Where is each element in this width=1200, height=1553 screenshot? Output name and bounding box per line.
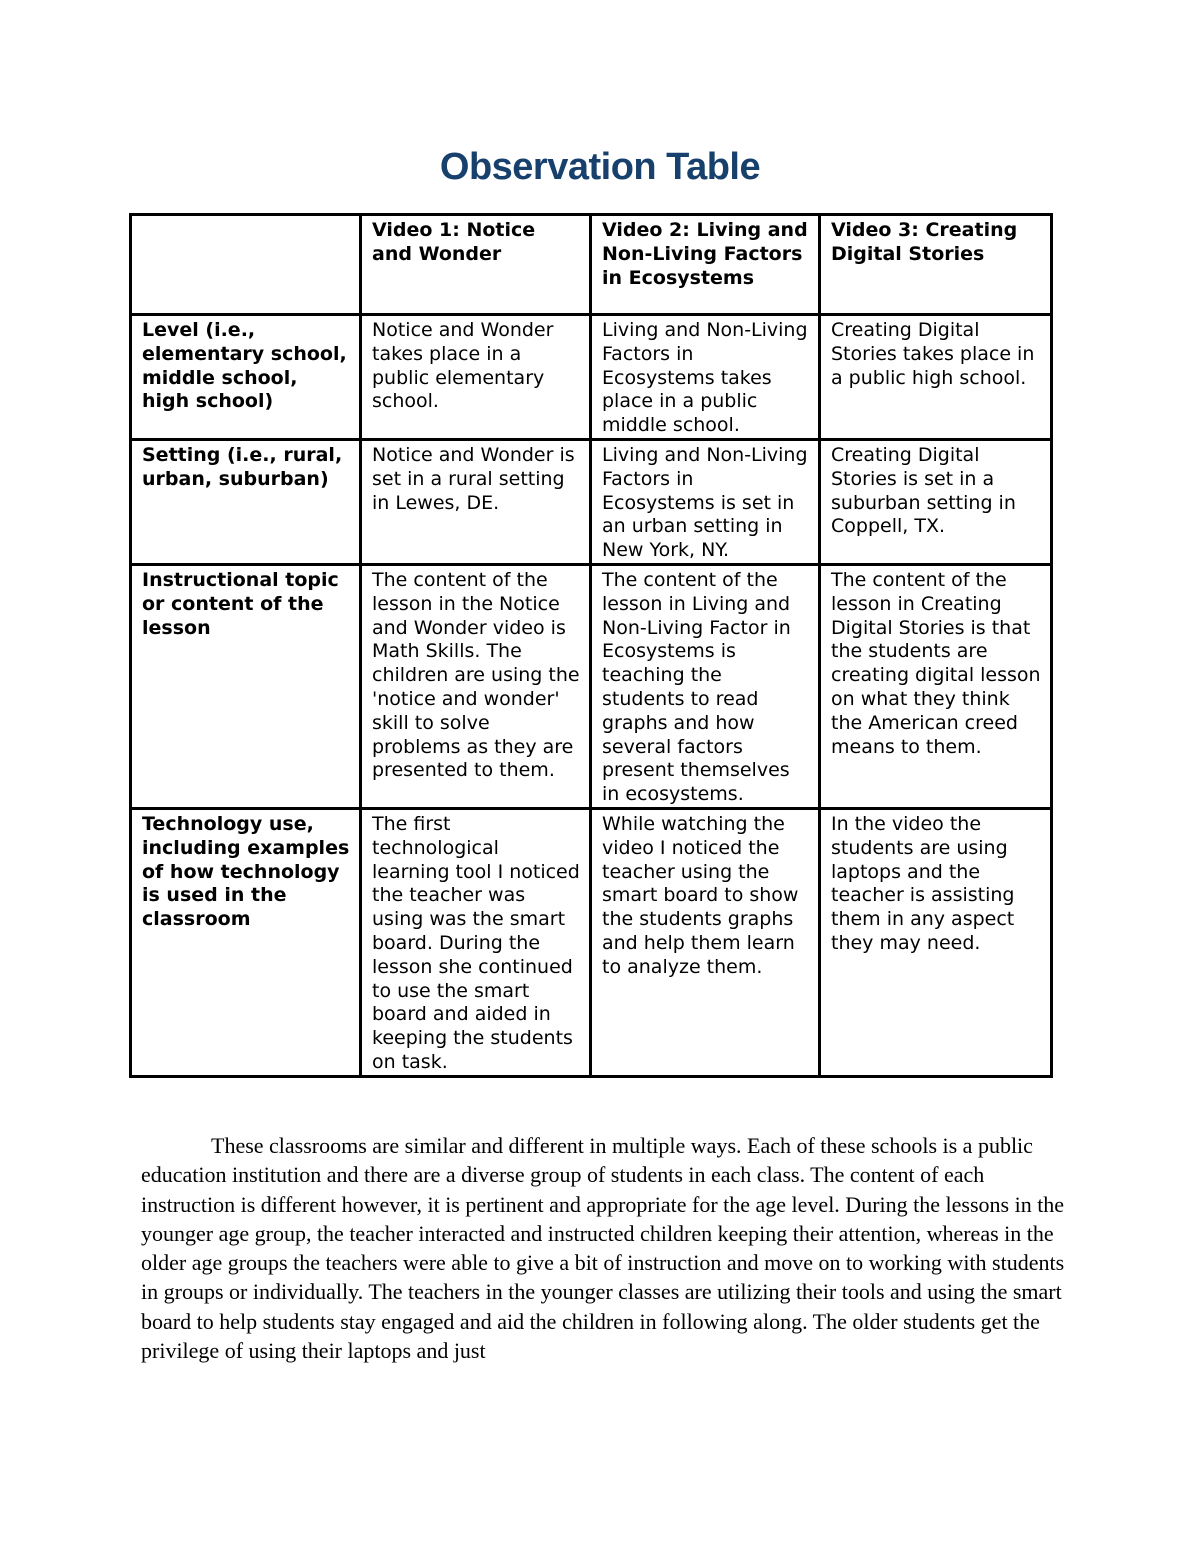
table-cell: The content of the lesson in Creating Digital Stories is that the students are creating digital lesson on what they think the American creed means to them. <box>820 564 1052 808</box>
table-row <box>131 315 1052 440</box>
row-label-setting: Setting (i.e., rural, urban, suburban) <box>131 439 361 564</box>
table-cell: Living and Non-Living Factors in Ecosystems is set in an urban setting in New York, NY. <box>591 439 820 564</box>
table-cell: In the video the students are using laptops and the teacher is assisting them in any aspect they may need. <box>820 808 1052 1076</box>
table-header-row <box>131 215 1052 315</box>
table-row <box>131 808 1052 1076</box>
header-cell-empty <box>131 215 361 315</box>
table-cell: Notice and Wonder is set in a rural setting in Lewes, DE. <box>361 439 591 564</box>
header-cell-video-1: Video 1: Notice and Wonder <box>361 215 591 315</box>
table-cell: While watching the video I noticed the teacher using the smart board to show the students graphs and help them learn to analyze them. <box>591 808 820 1076</box>
table-cell: Notice and Wonder takes place in a public elementary school. <box>361 315 591 440</box>
header-cell-video-3: Video 3: Creating Digital Stories <box>820 215 1052 315</box>
page-title: Observation Table <box>439 146 761 188</box>
row-label-technology: Technology use, including examples of how technology is used in the classroom <box>131 808 361 1076</box>
table-cell: The content of the lesson in the Notice and Wonder video is Math Skills. The children are using the 'notice and wonder' skill to solve problems as they are presented to them. <box>361 564 591 808</box>
observation-table <box>129 213 1053 1078</box>
row-label-topic: Instructional topic or content of the lesson <box>131 564 361 808</box>
row-label-level: Level (i.e., elementary school, middle school, high school) <box>131 315 361 440</box>
table-cell: Creating Digital Stories takes place in a public high school. <box>820 315 1052 440</box>
table-cell: The first technological learning tool I noticed the teacher was using was the smart board. During the lesson she continued to use the smart board and aided in keeping the students on task. <box>361 808 591 1076</box>
table-cell: Creating Digital Stories is set in a suburban setting in Coppell, TX. <box>820 439 1052 564</box>
body-paragraph: These classrooms are similar and different in multiple ways. Each of these schools is a public education institution and there are a diverse group of students in each class. The content of each instruction is different however, it is pertinent and appropriate for the age level. During the lessons in the younger age group, the teacher interacted and instructed children keeping their attention, whereas in the older age groups the teachers were able to give a bit of instruction and move on to working with students in groups or individually. The teachers in the younger classes are utilizing their tools and using the smart board to help students stay engaged and aid the children in following along. The older students get the privilege of using their laptops and just <box>141 1133 1065 1364</box>
table-cell: The content of the lesson in Living and Non-Living Factor in Ecosystems is teaching the students to read graphs and how several factors present themselves in ecosystems. <box>591 564 820 808</box>
table-row <box>131 564 1052 808</box>
table-cell: Living and Non-Living Factors in Ecosystems takes place in a public middle school. <box>591 315 820 440</box>
header-cell-video-2: Video 2: Living and Non-Living Factors in Ecosystems <box>591 215 820 315</box>
table-row <box>131 439 1052 564</box>
